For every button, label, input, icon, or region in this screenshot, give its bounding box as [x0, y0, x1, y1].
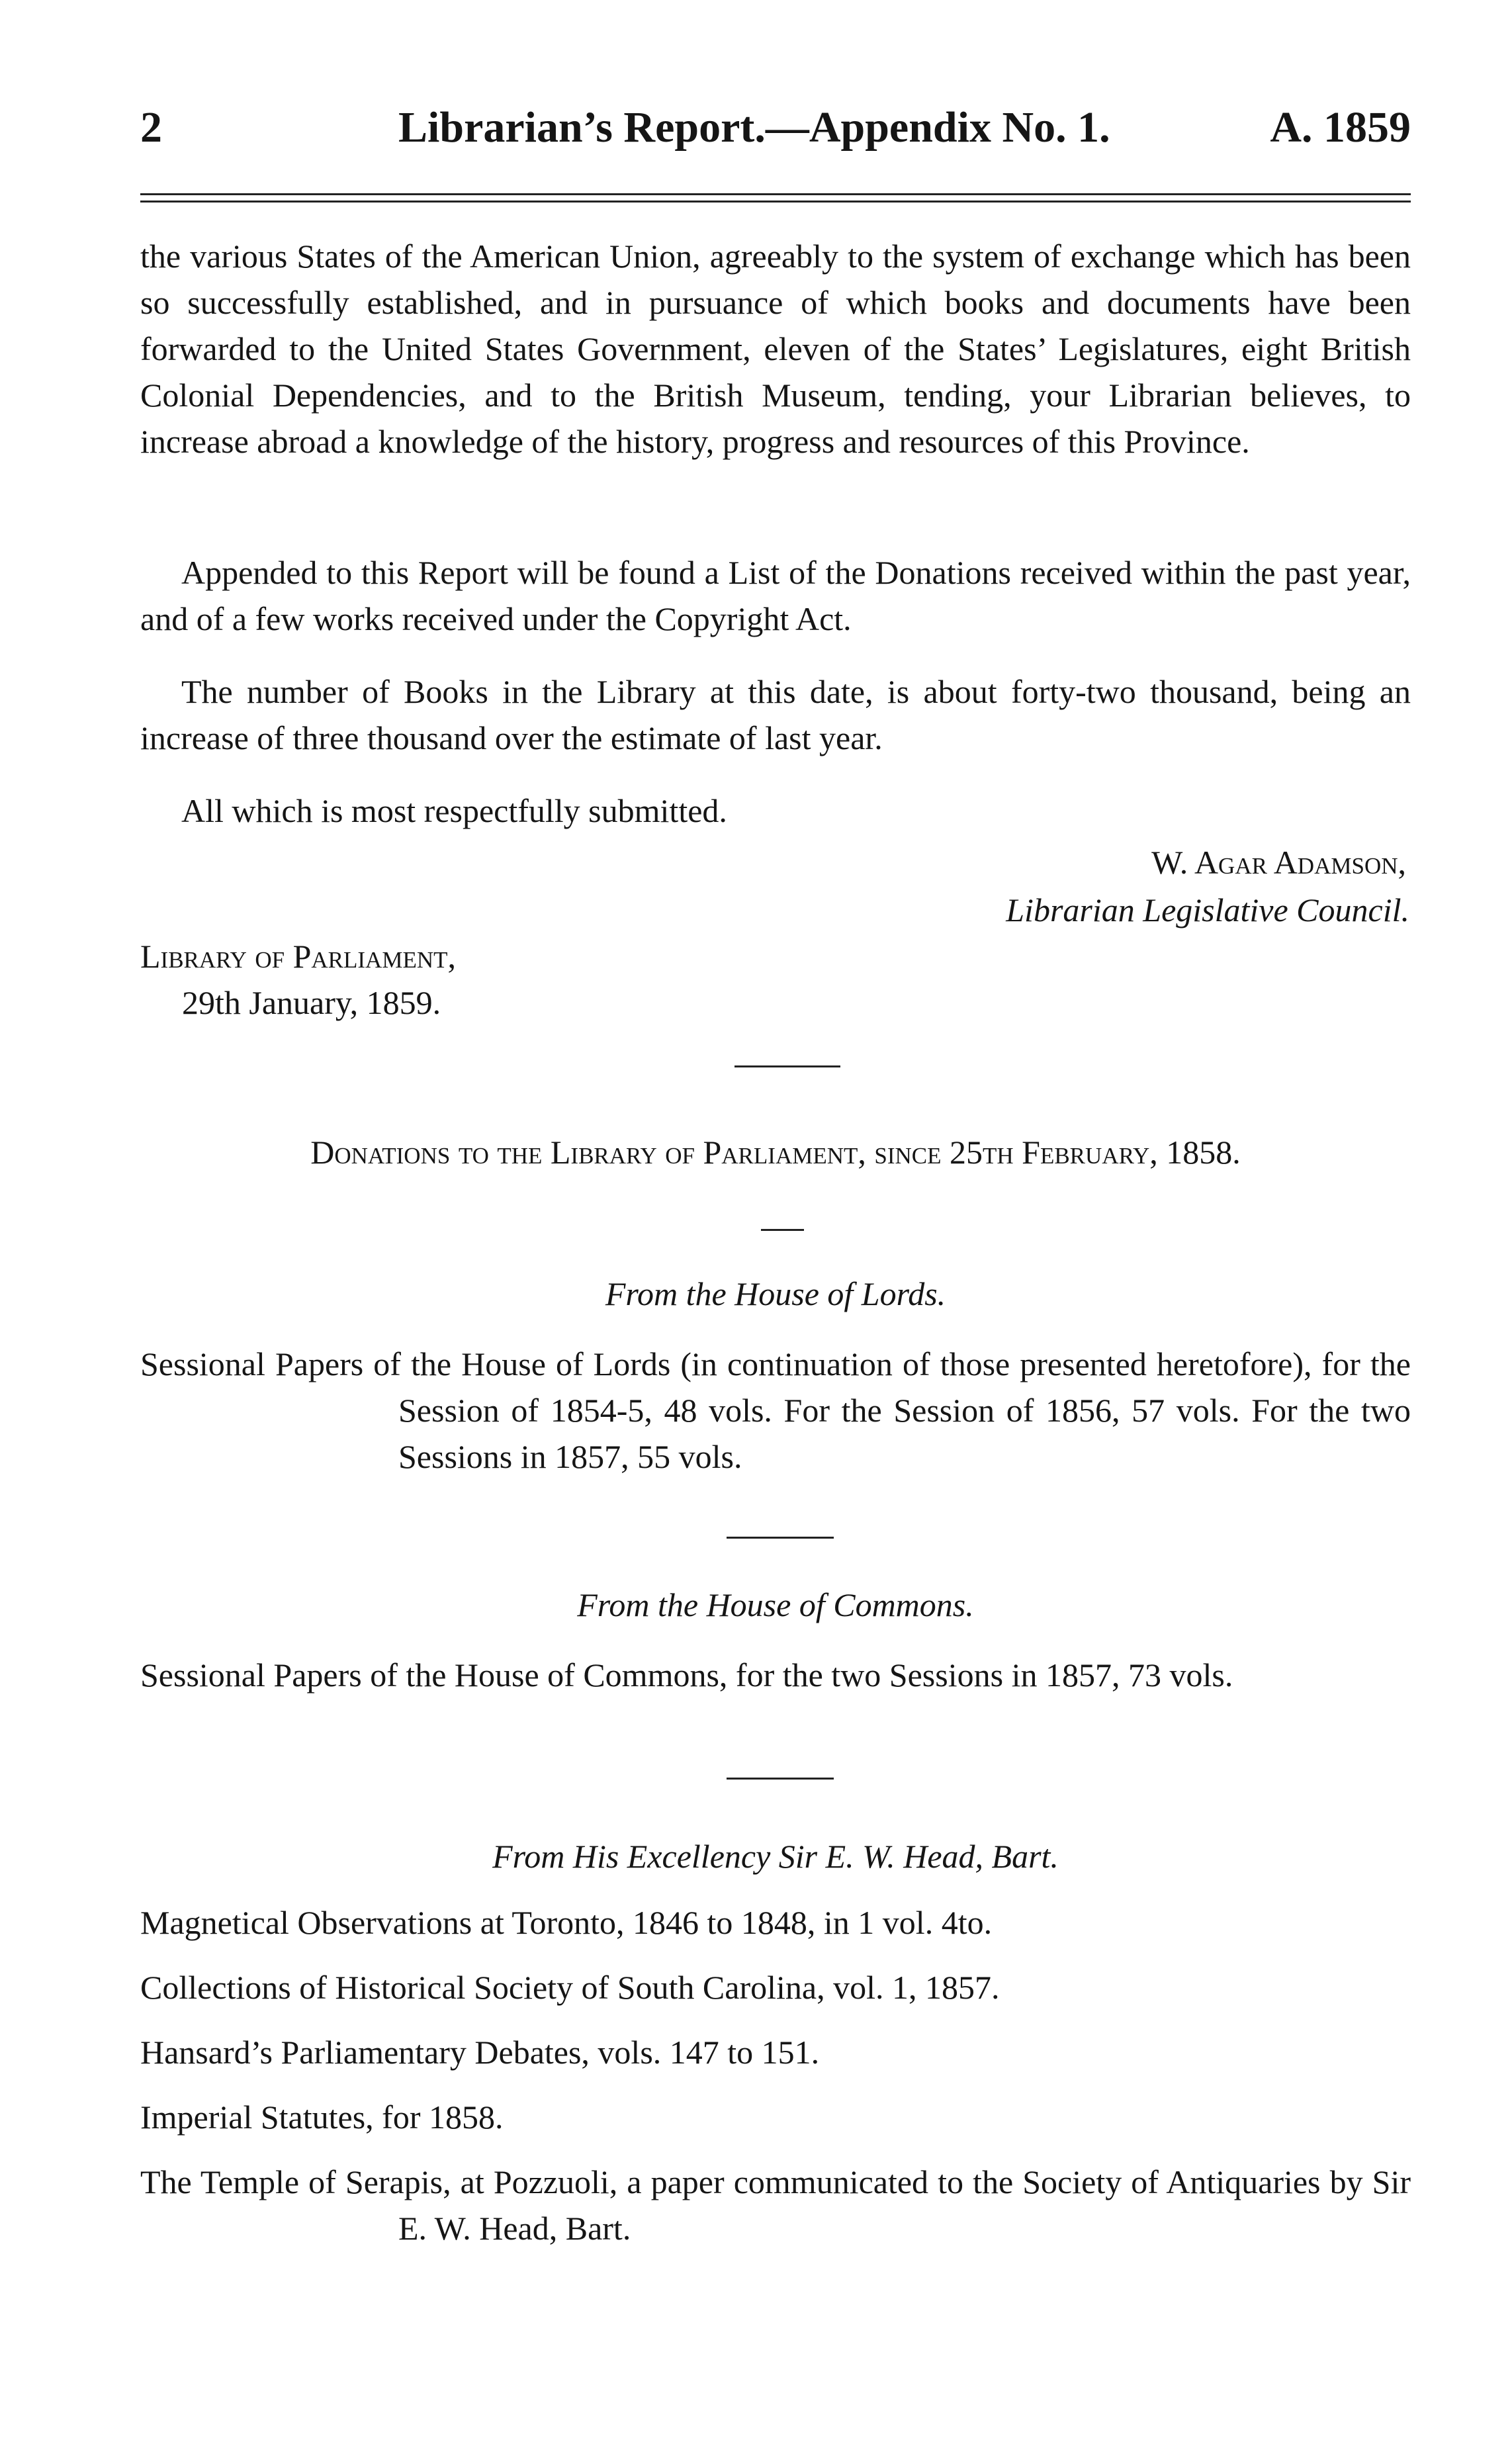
- donation-entry: Hansard’s Parliamentary Debates, vols. 147 to 151.: [140, 2034, 820, 2071]
- section-heading-head: From His Excellency Sir E. W. Head, Bart.: [492, 1838, 1059, 1875]
- donation-entry: The Temple of Serapis, at Pozzuoli, a paper communicated to the Society of Antiquaries by Sir E. W. Head, Bart.: [140, 2163, 1411, 2247]
- donation-entry: Sessional Papers of the House of Lords (in continuation of those presented heretofore), for the Session of 1854-5, 48 vols. For the Session of 1856, 57 vols. For the two Sessions in 1857, 55 vols.: [140, 1345, 1411, 1475]
- donation-entry: Imperial Statutes, for 1858.: [140, 2099, 504, 2136]
- section-divider: [727, 1537, 834, 1539]
- header-double-rule: [140, 193, 1411, 203]
- donations-heading: Donations to the Library of Parliament, since 25th February, 1858.: [310, 1134, 1241, 1171]
- body-paragraph-2: Appended to this Report will be found a List of the Donations received within the past year, and of a few works received under the Copyright Act.: [140, 554, 1411, 637]
- body-paragraph-4: All which is most respectfully submitted.: [181, 792, 727, 829]
- donation-entry: Magnetical Observations at Toronto, 1846 to 1848, in 1 vol. 4to.: [140, 1904, 993, 1941]
- body-paragraph-3: The number of Books in the Library at this date, is about forty-two thousand, being an increase of three thousand over the estimate of last year.: [140, 673, 1411, 756]
- header-title: Librarian’s Report.—Appendix No. 1.: [398, 103, 1110, 152]
- section-heading-lords: From the House of Lords.: [605, 1275, 946, 1312]
- donation-entry: Collections of Historical Society of South Carolina, vol. 1, 1857.: [140, 1969, 1000, 2006]
- page-number: 2: [140, 103, 162, 152]
- donation-entry: Sessional Papers of the House of Commons, for the two Sessions in 1857, 73 vols.: [140, 1656, 1233, 1694]
- signature-name: W. Agar Adamson,: [1151, 844, 1406, 881]
- body-paragraph-1: the various States of the American Union, agreeably to the system of exchange which has been so successfully established, and in pursuance of which books and documents have been forwarded to the United States Government, eleven of the States’ Legislatures, eight British Colonial Dependencies, and to the British Museum, tending, your Librarian believes, to increase abroad a knowledge of the history, progress and resources of this Province.: [140, 238, 1411, 460]
- dateline-date: 29th January, 1859.: [182, 984, 441, 1021]
- short-divider: [761, 1229, 804, 1231]
- dateline-place: Library of Parliament,: [140, 938, 456, 975]
- document-reference: A. 1859: [1270, 103, 1411, 152]
- section-heading-commons: From the House of Commons.: [577, 1586, 974, 1623]
- signature-title: Librarian Legislative Council.: [1006, 891, 1409, 928]
- section-divider: [734, 1065, 840, 1067]
- section-divider: [727, 1778, 834, 1780]
- running-header: [140, 98, 1411, 158]
